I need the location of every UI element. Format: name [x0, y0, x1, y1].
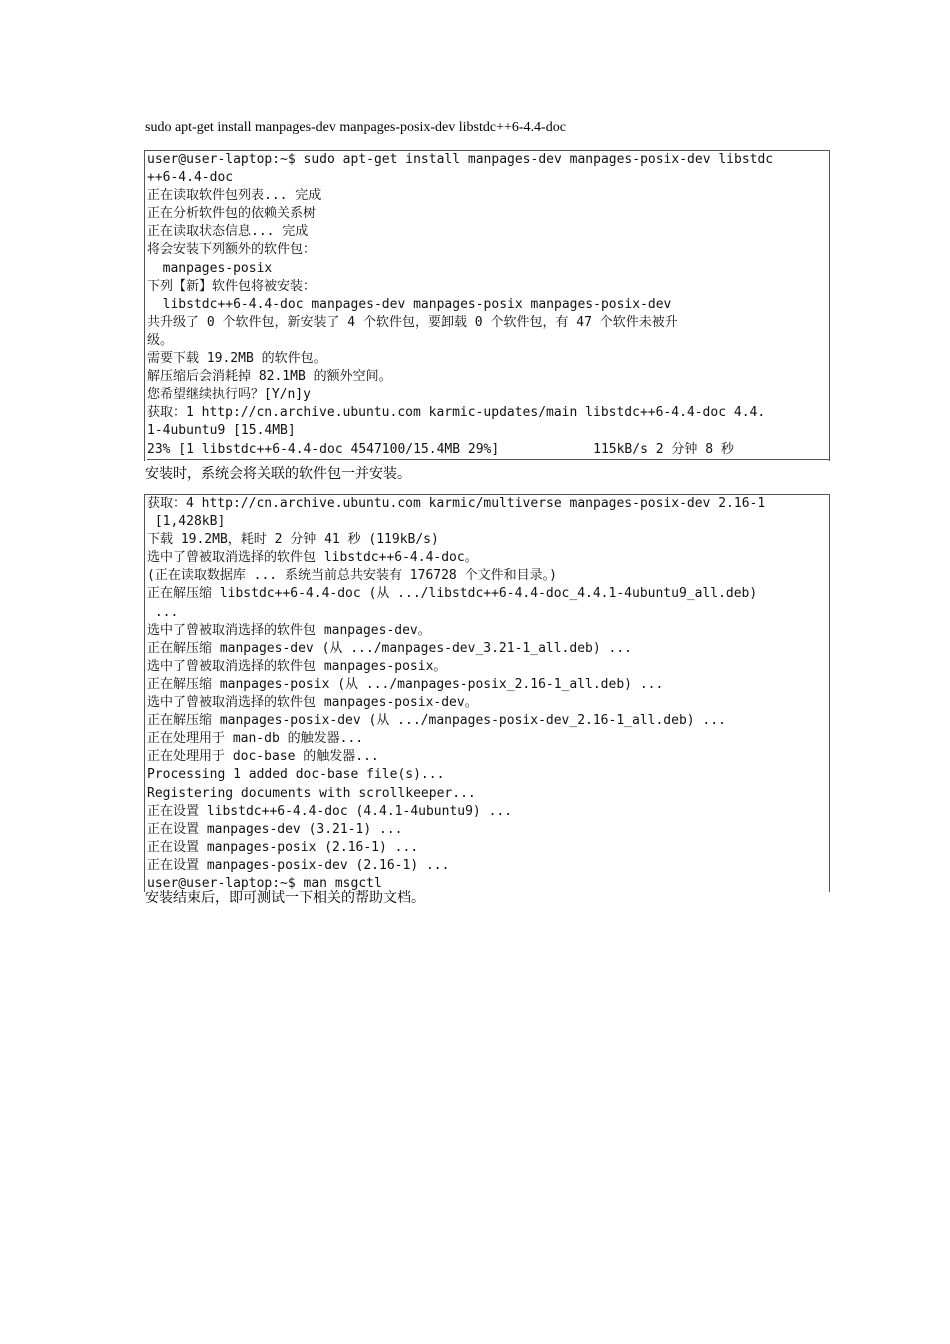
- terminal-screenshot-install: [144, 150, 830, 461]
- terminal-line: Registering documents with scrollkeeper...: [147, 785, 476, 801]
- middle-paragraph: 安装时，系统会将关联的软件包一并安装。: [145, 467, 411, 482]
- terminal-line: 解压缩后会消耗掉 82.1MB 的额外空间。: [147, 369, 392, 385]
- terminal-screenshot-unpack: [144, 494, 830, 892]
- terminal-line: 正在解压缩 manpages-posix-dev (从 .../manpages-posix-dev_2.16-1_all.deb) ...: [147, 713, 726, 729]
- terminal-line: 下载 19.2MB，耗时 2 分钟 41 秒 (119kB/s): [147, 532, 439, 548]
- intro-paragraph: sudo apt-get install manpages-dev manpages-posix-dev libstdc++6-4.4-doc: [145, 120, 566, 135]
- terminal-line: 1-4ubuntu9 [15.4MB]: [147, 423, 296, 439]
- terminal-line: 选中了曾被取消选择的软件包 manpages-dev。: [147, 622, 431, 638]
- terminal-line: 下列【新】软件包将被安装：: [147, 278, 317, 294]
- terminal-line: 正在读取状态信息... 完成: [147, 224, 309, 240]
- terminal-line: 正在处理用于 doc-base 的触发器...: [147, 749, 379, 765]
- terminal-line: 正在解压缩 manpages-dev (从 .../manpages-dev_3.21-1_all.deb) ...: [147, 640, 632, 656]
- terminal-line: manpages-posix: [147, 260, 273, 276]
- terminal-line: 选中了曾被取消选择的软件包 libstdc++6-4.4-doc。: [147, 550, 478, 566]
- terminal-line: 获取：1 http://cn.archive.ubuntu.com karmic-updates/main libstdc++6-4.4-doc 4.4.: [147, 405, 766, 421]
- terminal-line: 正在设置 manpages-posix-dev (2.16-1) ...: [147, 857, 450, 873]
- terminal-line: 正在设置 libstdc++6-4.4-doc (4.4.1-4ubuntu9) ...: [147, 803, 513, 819]
- terminal-progress-line: 23% [1 libstdc++6-4.4-doc 4547100/15.4MB 29%] 115kB/s 2 分钟 8 秒: [147, 441, 829, 460]
- terminal-line: Processing 1 added doc-base file(s)...: [147, 767, 445, 783]
- terminal-line: 选中了曾被取消选择的软件包 manpages-posix。: [147, 658, 447, 674]
- terminal-line: 正在读取软件包列表... 完成: [147, 188, 322, 204]
- terminal-line: ++6-4.4-doc: [147, 170, 234, 186]
- terminal-line: 获取：4 http://cn.archive.ubuntu.com karmic/multiverse manpages-posix-dev 2.16-1: [147, 496, 766, 511]
- terminal-line: 需要下载 19.2MB 的软件包。: [147, 351, 327, 367]
- terminal-line: (正在读取数据库 ... 系统当前总共安装有 176728 个文件和目录。): [147, 568, 557, 584]
- terminal-prompt-line: user@user-laptop:~$ man msgctl: [147, 875, 382, 891]
- terminal-line: 正在解压缩 manpages-posix (从 .../manpages-posix_2.16-1_all.deb) ...: [147, 676, 664, 692]
- end-paragraph: 安装结束后，即可测试一下相关的帮助文档。: [145, 891, 425, 906]
- terminal-line: 选中了曾被取消选择的软件包 manpages-posix-dev。: [147, 695, 478, 711]
- terminal-line: 正在解压缩 libstdc++6-4.4-doc (从 .../libstdc++6-4.4-doc_4.4.1-4ubuntu9_all.deb): [147, 586, 758, 602]
- terminal-line: 您希望继续执行吗？[Y/n]y: [147, 387, 311, 403]
- terminal-line: 正在设置 manpages-dev (3.21-1) ...: [147, 821, 403, 837]
- terminal-line: [1,428kB]: [147, 514, 226, 530]
- terminal-line: 级。: [147, 332, 174, 348]
- terminal-line: user@user-laptop:~$ sudo apt-get install manpages-dev manpages-posix-dev libstdc: [147, 152, 774, 167]
- terminal-line: 正在处理用于 man-db 的触发器...: [147, 731, 364, 747]
- terminal-line: 将会安装下列额外的软件包：: [147, 242, 317, 258]
- terminal-line: 正在设置 manpages-posix (2.16-1) ...: [147, 839, 419, 855]
- terminal-line: ...: [147, 604, 179, 620]
- terminal-line: libstdc++6-4.4-doc manpages-dev manpages-posix manpages-posix-dev: [147, 296, 672, 312]
- terminal-line: 共升级了 0 个软件包，新安装了 4 个软件包，要卸载 0 个软件包，有 47 个软件未被升: [147, 314, 678, 330]
- terminal-line: 正在分析软件包的依赖关系树: [147, 206, 317, 222]
